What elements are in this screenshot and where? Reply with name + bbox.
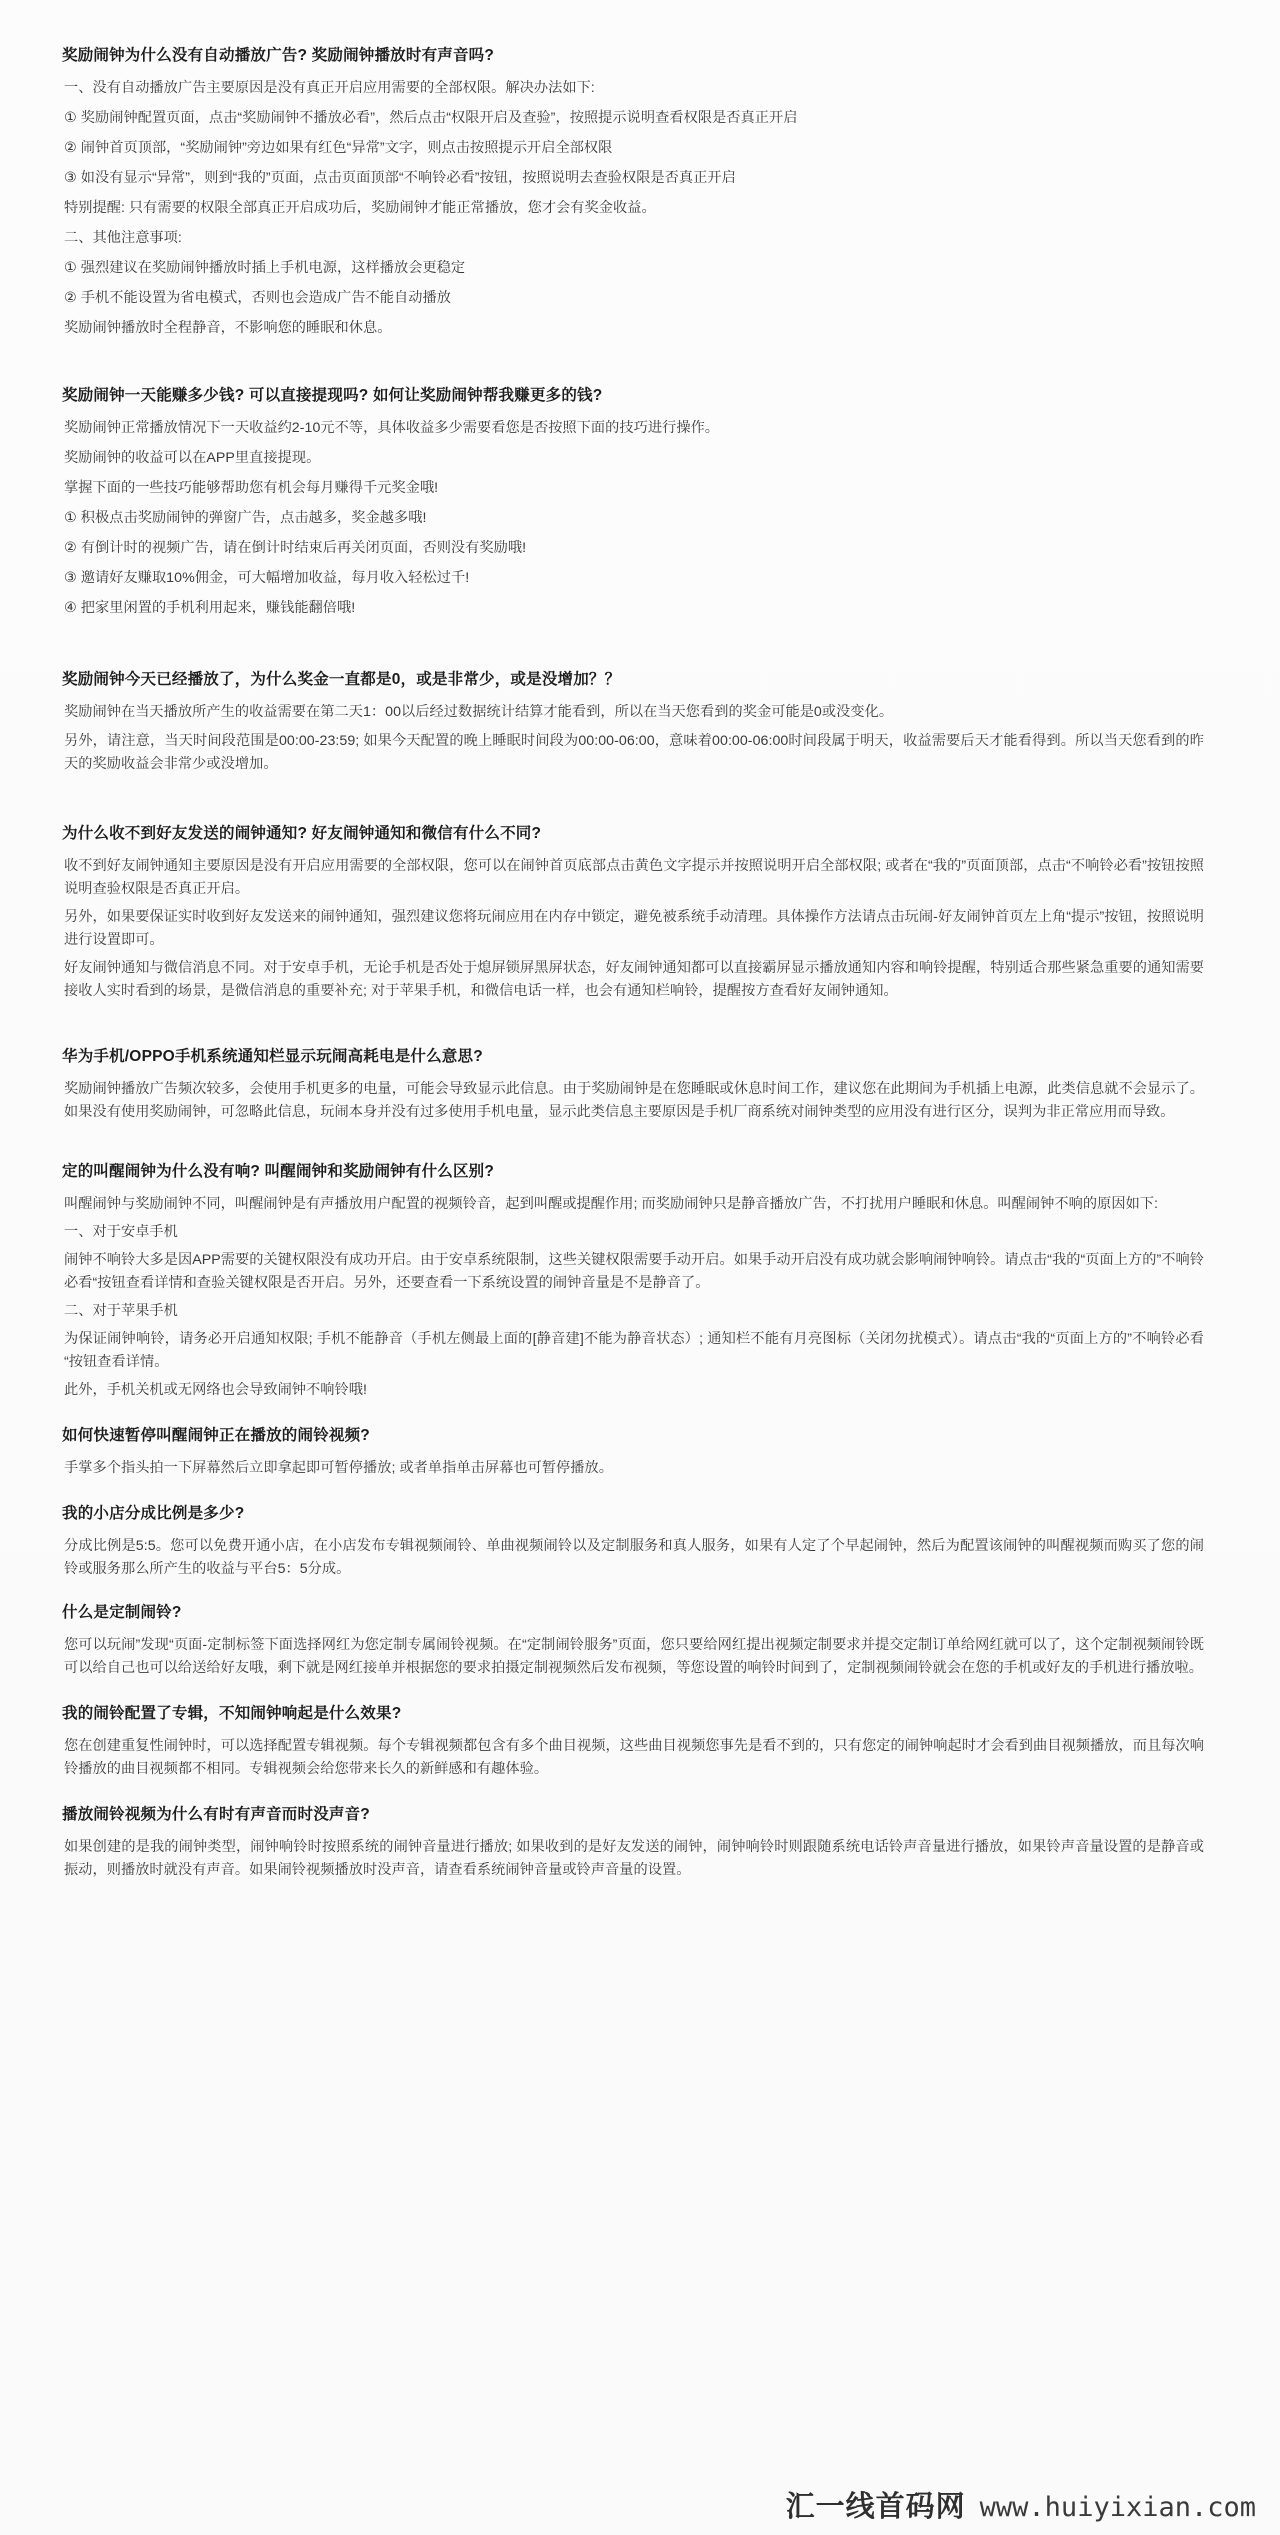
faq-line: ② 手机不能设置为省电模式，否则也会造成广告不能自动播放 [64,290,451,307]
faq-line: 收不到好友闹钟通知主要原因是没有开启应用需要的全部权限，您可以在闹钟首页底部点击黄色文字提示并按照说明开启全部权限; 或者在“我的”页面顶部，点击“不响铃必看”按钮按照说明查验权限是否真正开启。 [64,858,1204,898]
faq-body [56,1836,1224,1882]
faq-line: 此外，手机关机或无网络也会导致闹钟不响铃哦! [64,1382,367,1399]
faq-line: 叫醒闹钟与奖励闹钟不同，叫醒闹钟是有声播放用户配置的视频铃音，起到叫醒或提醒作用; 而奖励闹钟只是静音播放广告，不打扰用户睡眠和休息。叫醒闹钟不响的原因如下: [64,1196,1159,1213]
faq-line: 掌握下面的一些技巧能够帮助您有机会每月赚得千元奖金哦! [64,480,439,497]
watermark [786,2484,1256,2525]
faq-section [56,1160,1224,1402]
faq-line: 一、没有自动播放广告主要原因是没有真正开启应用需要的全部权限。解决办法如下: [64,80,595,97]
faq-heading: 我的小店分成比例是多少? [62,1505,245,1523]
faq-line: ① 强烈建议在奖励闹钟播放时插上手机电源，这样播放会更稳定 [64,260,466,277]
watermark-brand: 汇一线首码网 [785,2489,966,2523]
faq-body [56,1735,1224,1781]
faq-section [56,1502,1224,1581]
faq-body [56,417,1224,620]
faq-line: 如果创建的是我的闹钟类型，闹钟响铃时按照系统的闹钟音量进行播放; 如果收到的是好友发送的闹钟，闹钟响铃时则跟随系统电话铃声音量进行播放，如果铃声音量设置的是静音或振动，则播放时就没有声音。如果闹铃视频播放时没声音，请查看系统闹钟音量或铃声音量的设置。 [64,1839,1204,1879]
faq-body [56,1078,1224,1124]
faq-line: 二、对于苹果手机 [64,1303,178,1320]
faq-line: ④ 把家里闲置的手机利用起来，赚钱能翻倍哦! [64,600,356,617]
faq-section [56,1702,1224,1781]
faq-body [56,1535,1224,1581]
faq-line: 另外，如果要保证实时收到好友发送来的闹钟通知，强烈建议您将玩闹应用在内存中锁定，避免被系统手动清理。具体操作方法请点击玩闹-好友闹钟首页左上角“提示”按钮，按照说明进行设置即可。 [64,909,1204,949]
faq-line: 闹钟不响铃大多是因APP需要的关键权限没有成功开启。由于安卓系统限制，这些关键权限需要手动开启。如果手动开启没有成功就会影响闹钟响铃。请点击“我的“页面上方的”不响铃必看“按钮查看详情和查验关键权限是否开启。另外，还要查看一下系统设置的闹钟音量是不是静音了。 [64,1252,1204,1292]
faq-section [56,1803,1224,1882]
faq-section [56,822,1224,1003]
faq-line: 好友闹钟通知与微信消息不同。对于安卓手机，无论手机是否处于熄屏锁屏黑屏状态，好友闹钟通知都可以直接霸屏显示播放通知内容和响铃提醒，特别适合那些紧急重要的通知需要接收人实时看到的场景，是微信消息的重要补充; 对于苹果手机，和微信电话一样，也会有通知栏响铃，提醒按方查看好友闹钟通知。 [64,960,1204,1000]
faq-line: 奖励闹钟的收益可以在APP里直接提现。 [64,450,321,467]
faq-line: ② 有倒计时的视频广告，请在倒计时结束后再关闭页面，否则没有奖励哦! [64,540,527,557]
faq-line: ③ 如没有显示“异常”，则到“我的”页面，点击页面顶部“不响铃必看”按钮，按照说明去查验权限是否真正开启 [64,170,736,187]
faq-section [56,1045,1224,1124]
faq-heading: 奖励闹钟今天已经播放了，为什么奖金一直都是0，或是非常少，或是没增加？？ [62,671,621,689]
faq-section [56,1601,1224,1680]
faq-line: 二、其他注意事项: [64,230,182,247]
faq-heading: 什么是定制闹铃? [62,1604,182,1622]
faq-line: 手掌多个指头拍一下屏幕然后立即拿起即可暂停播放; 或者单指单击屏幕也可暂停播放。 [64,1460,614,1477]
faq-body [56,1193,1224,1402]
faq-line: 特别提醒: 只有需要的权限全部真正开启成功后，奖励闹钟才能正常播放，您才会有奖金收益。 [64,200,656,217]
faq-line: 为保证闹钟响铃，请务必开启通知权限; 手机不能静音（手机左侧最上面的[静音建]不能为静音状态）; 通知栏不能有月亮图标（关闭勿扰模式）。请点击“我的“页面上方的”不响铃必看“按钮查看详情。 [64,1331,1204,1371]
faq-heading: 华为手机/OPPO手机系统通知栏显示玩闹高耗电是什么意思? [62,1048,483,1066]
faq-line: ③ 邀请好友赚取10%佣金，可大幅增加收益，每月收入轻松过千! [64,570,470,587]
faq-line: 您在创建重复性闹钟时，可以选择配置专辑视频。每个专辑视频都包含有多个曲目视频，这些曲目视频您事先是看不到的，只有您定的闹钟响起时才会看到曲目视频播放，而且每次响铃播放的曲目视频都不相同。专辑视频会给您带来长久的新鲜感和有趣体验。 [64,1738,1204,1778]
faq-heading: 奖励闹钟为什么没有自动播放广告? 奖励闹钟播放时有声音吗? [62,47,495,64]
faq-section [56,44,1224,340]
faq-line: ① 奖励闹钟配置页面，点击“奖励闹钟不播放必看”，然后点击“权限开启及查验”，按照提示说明查看权限是否真正开启 [64,110,798,127]
faq-heading: 如何快速暂停叫醒闹钟正在播放的闹铃视频? [62,1427,370,1445]
faq-line: 分成比例是5:5。您可以免费开通小店，在小店发布专辑视频闹铃、单曲视频闹铃以及定制服务和真人服务，如果有人定了个早起闹钟，然后为配置该闹钟的叫醒视频而购买了您的闹铃或服务那么所产生的收益与平台5：5分成。 [64,1538,1204,1578]
faq-line: 另外，请注意，当天时间段范围是00:00-23:59; 如果今天配置的晚上睡眠时间段为00:00-06:00，意味着00:00-06:00时间段属于明天，收益需要后天才能看得到。所以当天您看到的昨天的奖励收益会非常少或没增加。 [64,733,1204,773]
faq-body [56,1634,1224,1680]
faq-body [56,1457,1224,1480]
faq-body [56,855,1224,1003]
faq-heading: 奖励闹钟一天能赚多少钱? 可以直接提现吗? 如何让奖励闹钟帮我赚更多的钱? [62,387,603,405]
faq-section [56,668,1224,776]
faq-line: 您可以玩闹”发现“页面-定制标签下面选择网红为您定制专属闹铃视频。在“定制闹铃服务”页面，您只要给网红提出视频定制要求并提交定制订单给网红就可以了，这个定制视频闹铃既可以给自己也可以给送给好友哦，剩下就是网红接单并根据您的要求拍摄定制视频然后发布视频，等您设置的响铃时间到了，定制视频闹铃就会在您的手机或好友的手机进行播放啦。 [64,1637,1204,1677]
faq-heading: 播放闹铃视频为什么有时有声音而时没声音? [62,1806,370,1824]
faq-section [56,1424,1224,1480]
faq-body [56,701,1224,776]
faq-body [56,77,1224,340]
faq-heading: 定的叫醒闹钟为什么没有响? 叫醒闹钟和奖励闹钟有什么区别? [62,1163,495,1181]
faq-line: 奖励闹钟播放时全程静音，不影响您的睡眠和休息。 [64,320,392,337]
faq-line: ① 积极点击奖励闹钟的弹窗广告，点击越多，奖金越多哦! [64,510,427,527]
faq-line: 一、对于安卓手机 [64,1224,178,1241]
faq-heading: 为什么收不到好友发送的闹钟通知? 好友闹钟通知和微信有什么不同? [62,825,542,843]
faq-line: 奖励闹钟播放广告频次较多，会使用手机更多的电量，可能会导致显示此信息。由于奖励闹钟是在您睡眠或休息时间工作，建议您在此期间为手机插上电源，此类信息就不会显示了。如果没有使用奖励闹钟，可忽略此信息，玩闹本身并没有过多使用手机电量，显示此类信息主要原因是手机厂商系统对闹钟类型的应用没有进行区分，误判为非正常应用而导致。 [64,1081,1204,1121]
faq-line: ② 闹钟首页顶部，“奖励闹钟”旁边如果有红色“异常”文字，则点击按照提示开启全部权限 [64,140,613,157]
faq-section [56,384,1224,620]
watermark-url: www.huiyixian.com [979,2492,1256,2523]
faq-line: 奖励闹钟正常播放情况下一天收益约2-10元不等，具体收益多少需要看您是否按照下面的技巧进行操作。 [64,420,720,437]
faq-line: 奖励闹钟在当天播放所产生的收益需要在第二天1：00以后经过数据统计结算才能看到，所以在当天您看到的奖金可能是0或没变化。 [64,704,894,721]
faq-heading: 我的闹铃配置了专辑，不知闹钟响起是什么效果? [62,1705,402,1723]
